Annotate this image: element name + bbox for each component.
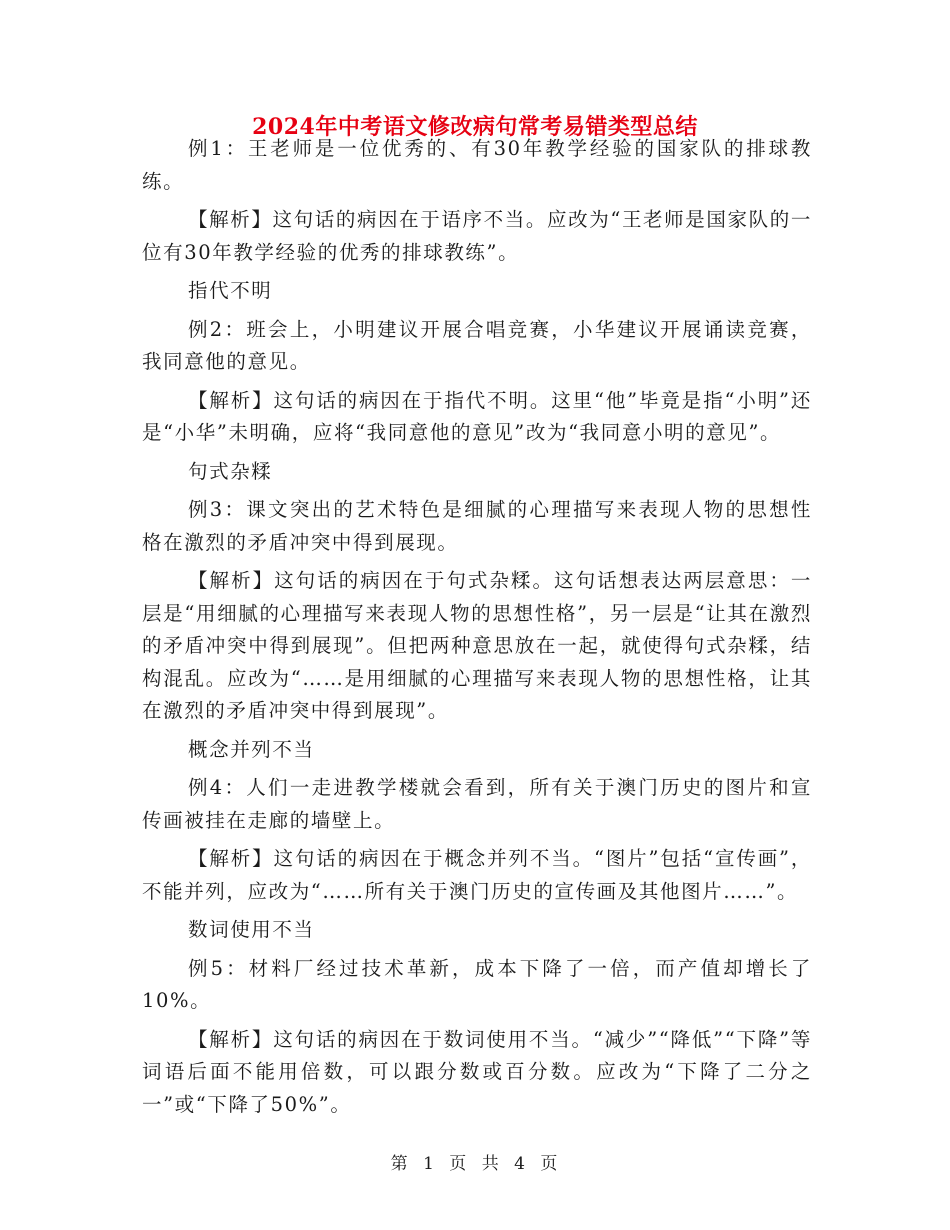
document-body — [142, 133, 812, 1127]
footer-total-label: 共 — [481, 1154, 501, 1174]
footer-suffix: 页 — [540, 1154, 560, 1174]
footer-prefix: 第 — [390, 1154, 410, 1174]
example-5: 例5：材料厂经过技术革新，成本下降了一倍，而产值却增长了10%。 — [142, 956, 812, 1012]
example-1: 例1：王老师是一位优秀的、有30年教学经验的国家队的排球教练。 — [142, 137, 812, 193]
footer-total-pages: 4 — [514, 1154, 527, 1174]
section-heading-ambiguous-reference: 指代不明 — [188, 279, 273, 302]
page-footer — [0, 1152, 950, 1176]
footer-page-label: 页 — [449, 1154, 469, 1174]
analysis-5: 【解析】这句话的病因在于数词使用不当。“减少”“降低”“下降”等词语后面不能用倍数，可以跟分数或百分数。应改为“下降了二分之一”或“下降了50%”。 — [142, 1027, 812, 1116]
footer-current-page: 1 — [423, 1154, 436, 1174]
example-2: 例2：班会上，小明建议开展合唱竞赛，小华建议开展诵读竞赛，我同意他的意见。 — [142, 317, 812, 373]
section-heading-mixed-structure: 句式杂糅 — [188, 459, 273, 483]
analysis-1: 【解析】这句话的病因在于语序不当。应改为“王老师是国家队的一位有30年教学经验的优秀的排球教练”。 — [142, 208, 812, 264]
example-4: 例4：人们一走进教学楼就会看到，所有关于澳门历史的图片和宣传画被挂在走廊的墙壁上。 — [142, 776, 812, 832]
analysis-3: 【解析】这句话的病因在于句式杂糅。这句话想表达两层意思：一层是“用细腻的心理描写来表现人物的思想性格”，另一层是“让其在激烈的矛盾冲突中得到展现”。但把两种意思放在一起，就使得句式杂糅，结构混乱。应改为“……是用细腻的心理描写来表现人物的思想性格，让其在激烈的矛盾冲突中得到展现”。 — [142, 569, 812, 722]
document-title: 2024年中考语文修改病句常考易错类型总结 — [252, 114, 698, 140]
section-heading-improper-juxtaposition: 概念并列不当 — [188, 737, 315, 761]
example-3: 例3：课文突出的艺术特色是细腻的心理描写来表现人物的思想性格在激烈的矛盾冲突中得到展现。 — [142, 498, 812, 554]
section-heading-numeral-misuse: 数词使用不当 — [188, 918, 315, 941]
analysis-4: 【解析】这句话的病因在于概念并列不当。“图片”包括“宣传画”，不能并列，应改为“……所有关于澳门历史的宣传画及其他图片……”。 — [142, 847, 812, 903]
analysis-2: 【解析】这句话的病因在于指代不明。这里“他”毕竟是指“小明”还是“小华”未明确，应将“我同意他的意见”改为“我同意小明的意见”。 — [142, 388, 812, 444]
